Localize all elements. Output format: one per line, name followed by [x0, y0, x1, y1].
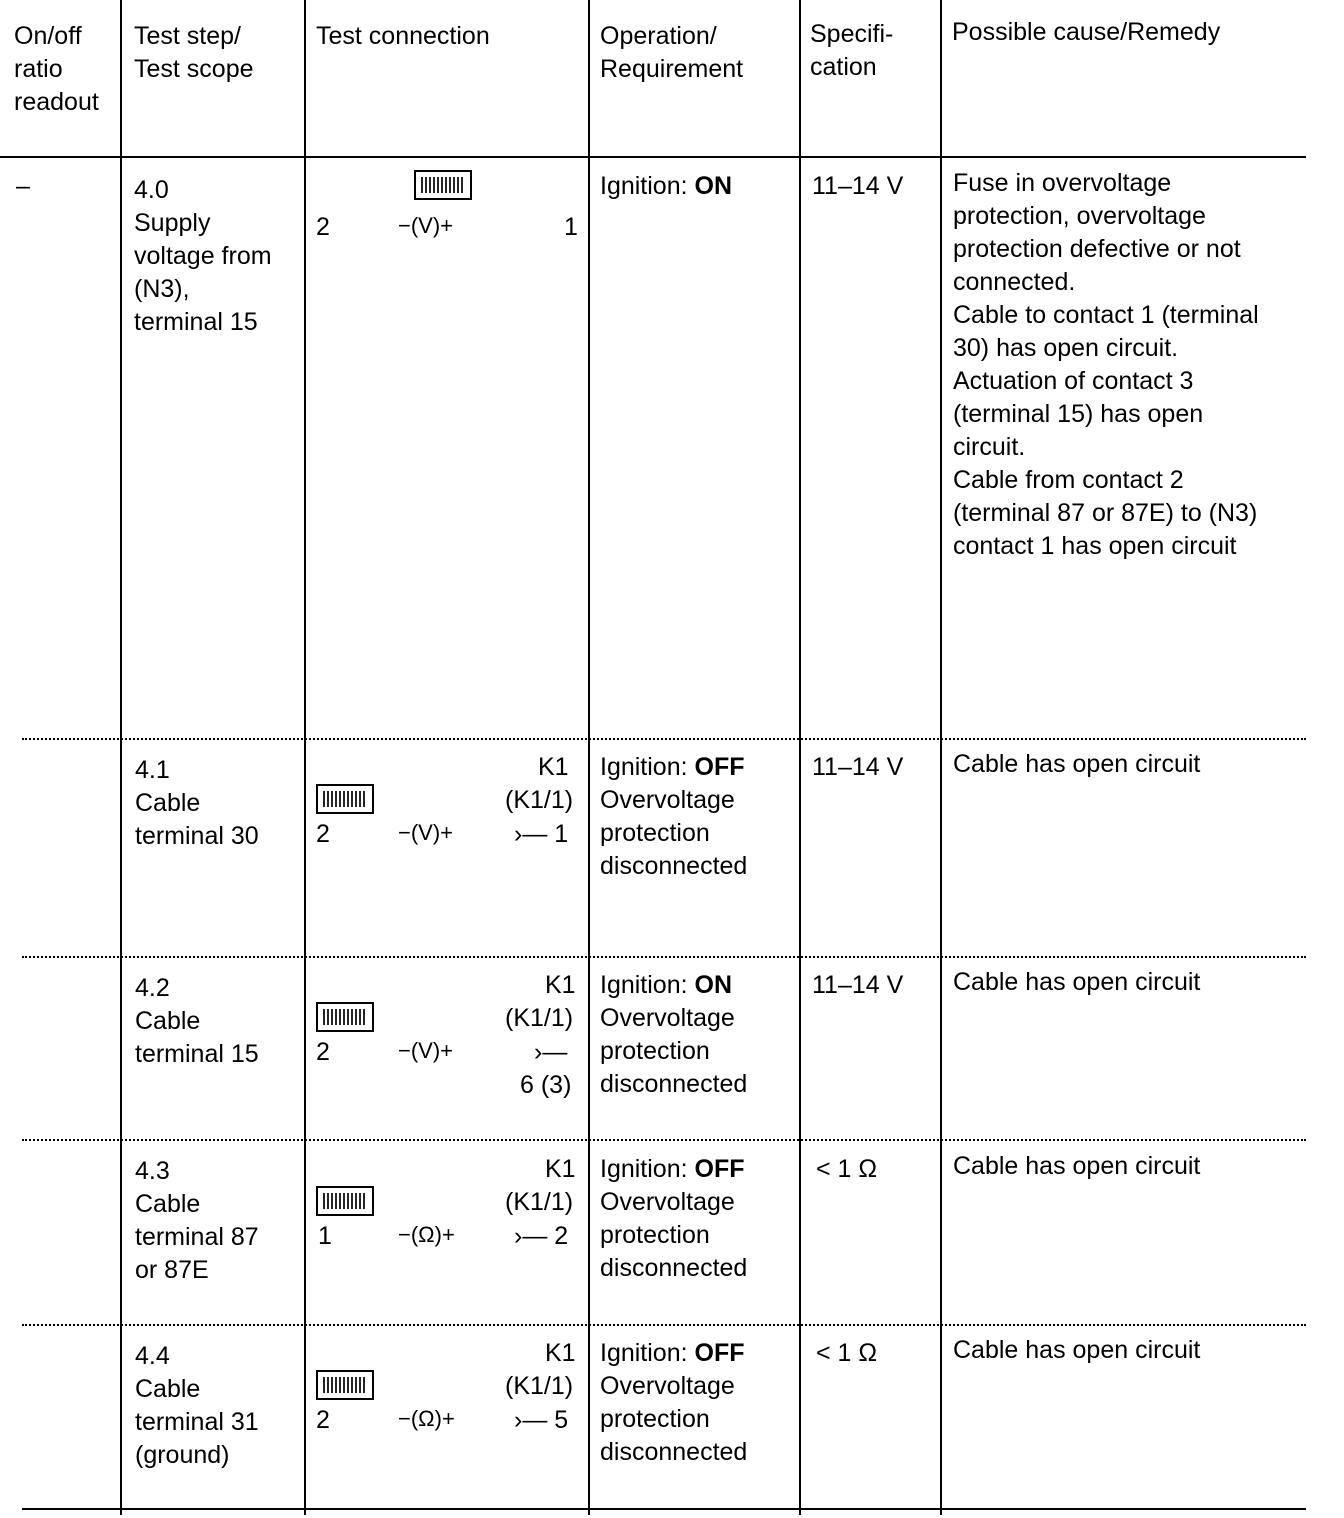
k1-sub-label: (K1/1): [505, 1004, 574, 1032]
meter-symbol: −(Ω)+: [398, 1222, 455, 1247]
column-divider: [588, 0, 590, 1515]
lead-left: 1: [318, 1222, 332, 1250]
k1-label: K1: [545, 1155, 576, 1183]
ignition-state: OFF: [694, 1155, 745, 1183]
spec-value: 11–14 V: [812, 172, 904, 200]
connector-pin: ›— 1: [514, 820, 569, 848]
k1-label: K1: [545, 971, 576, 999]
operation-detail: Overvoltage protection disconnected: [600, 1372, 748, 1466]
header-rule: [0, 156, 1306, 158]
column-divider: [304, 0, 306, 1515]
ignition-label: Ignition:: [600, 1155, 695, 1183]
cause-text: Cable has open circuit: [953, 1152, 1201, 1180]
operation-text: [600, 751, 747, 883]
meter-symbol: −(V)+: [398, 820, 454, 845]
lead-left: 2: [316, 213, 330, 241]
k1-sub-label: (K1/1): [505, 786, 574, 814]
ignition-state: ON: [694, 172, 733, 200]
meter-symbol: −(Ω)+: [398, 1406, 455, 1431]
pin-number: 1: [554, 820, 569, 848]
column-divider: [120, 0, 122, 1515]
operation-detail: Overvoltage protection disconnected: [600, 786, 748, 880]
row-divider: [22, 1324, 1306, 1326]
spec-value: 11–14 V: [812, 971, 904, 999]
ignition-label: Ignition:: [600, 971, 695, 999]
header-operation: Operation/ Requirement: [600, 22, 744, 83]
spec-value: 11–14 V: [812, 753, 904, 781]
operation-text: [600, 1337, 747, 1469]
lead-right: 1: [564, 213, 578, 241]
cause-text: Cable has open circuit: [953, 968, 1201, 996]
step-text: 4.3 Cable terminal 87 or 87E: [135, 1157, 259, 1284]
ignition-label: Ignition:: [600, 1339, 695, 1367]
row-divider: [22, 1139, 1306, 1141]
operation-detail: Overvoltage protection disconnected: [600, 1188, 748, 1282]
connector-pin: ›—: [534, 1038, 568, 1066]
column-divider: [940, 0, 942, 1515]
k1-sub-label: (K1/1): [505, 1372, 574, 1400]
bottom-rule: [22, 1508, 1306, 1510]
operation-text: [600, 1153, 747, 1285]
cause-text: Cable has open circuit: [953, 1336, 1201, 1364]
meter-symbol: −(V)+: [398, 213, 454, 238]
row-divider: [22, 738, 1306, 740]
k1-sub-label: (K1/1): [505, 1188, 574, 1216]
ignition-label: Ignition:: [600, 172, 695, 200]
ratio-value: –: [16, 172, 30, 200]
step-text: 4.4 Cable terminal 31 (ground): [135, 1342, 259, 1469]
header-step: Test step/ Test scope: [134, 22, 254, 83]
ignition-state: ON: [694, 971, 733, 999]
pin-number: 2: [554, 1222, 569, 1250]
pin-number: 6 (3): [520, 1071, 572, 1099]
header-connection: Test connection: [316, 22, 490, 50]
operation-text: [600, 969, 747, 1101]
spec-value: < 1 Ω: [816, 1155, 878, 1183]
ignition-state: OFF: [694, 1339, 745, 1367]
connector-pin: ›— 5: [514, 1406, 569, 1434]
connector-pin: ›— 2: [514, 1222, 569, 1250]
operation-text: [600, 170, 732, 203]
meter-symbol: −(V)+: [398, 1038, 454, 1063]
step-text: 4.0 Supply voltage from (N3), terminal 15: [134, 176, 272, 336]
step-text: 4.2 Cable terminal 15: [135, 974, 259, 1068]
cause-text: Fuse in overvoltage protection, overvoltage protection defective or not connected. Cable to contact 1 (terminal 30) has open circuit. Actuation of contact 3 (terminal 15) has open circuit. Cable from contact 2 (terminal 87 or 87E) to (N3) contact 1 has open circuit: [953, 169, 1259, 560]
header-spec: Specifi- cation: [810, 20, 894, 81]
header-ratio: On/off ratio readout: [14, 22, 99, 116]
k1-label: K1: [545, 1339, 576, 1367]
spec-value: < 1 Ω: [816, 1339, 878, 1367]
cause-text: Cable has open circuit: [953, 750, 1201, 778]
lead-left: 2: [316, 820, 330, 848]
ignition-state: OFF: [694, 753, 745, 781]
row-divider: [22, 956, 1306, 958]
header-cause: Possible cause/Remedy: [952, 18, 1221, 46]
ignition-label: Ignition:: [600, 753, 695, 781]
k1-label: K1: [538, 753, 569, 781]
pin-number: 5: [554, 1406, 569, 1434]
lead-left: 2: [316, 1038, 330, 1066]
lead-left: 2: [316, 1406, 330, 1434]
column-divider: [799, 0, 801, 1515]
operation-detail: Overvoltage protection disconnected: [600, 1004, 748, 1098]
step-text: 4.1 Cable terminal 30: [135, 756, 259, 850]
